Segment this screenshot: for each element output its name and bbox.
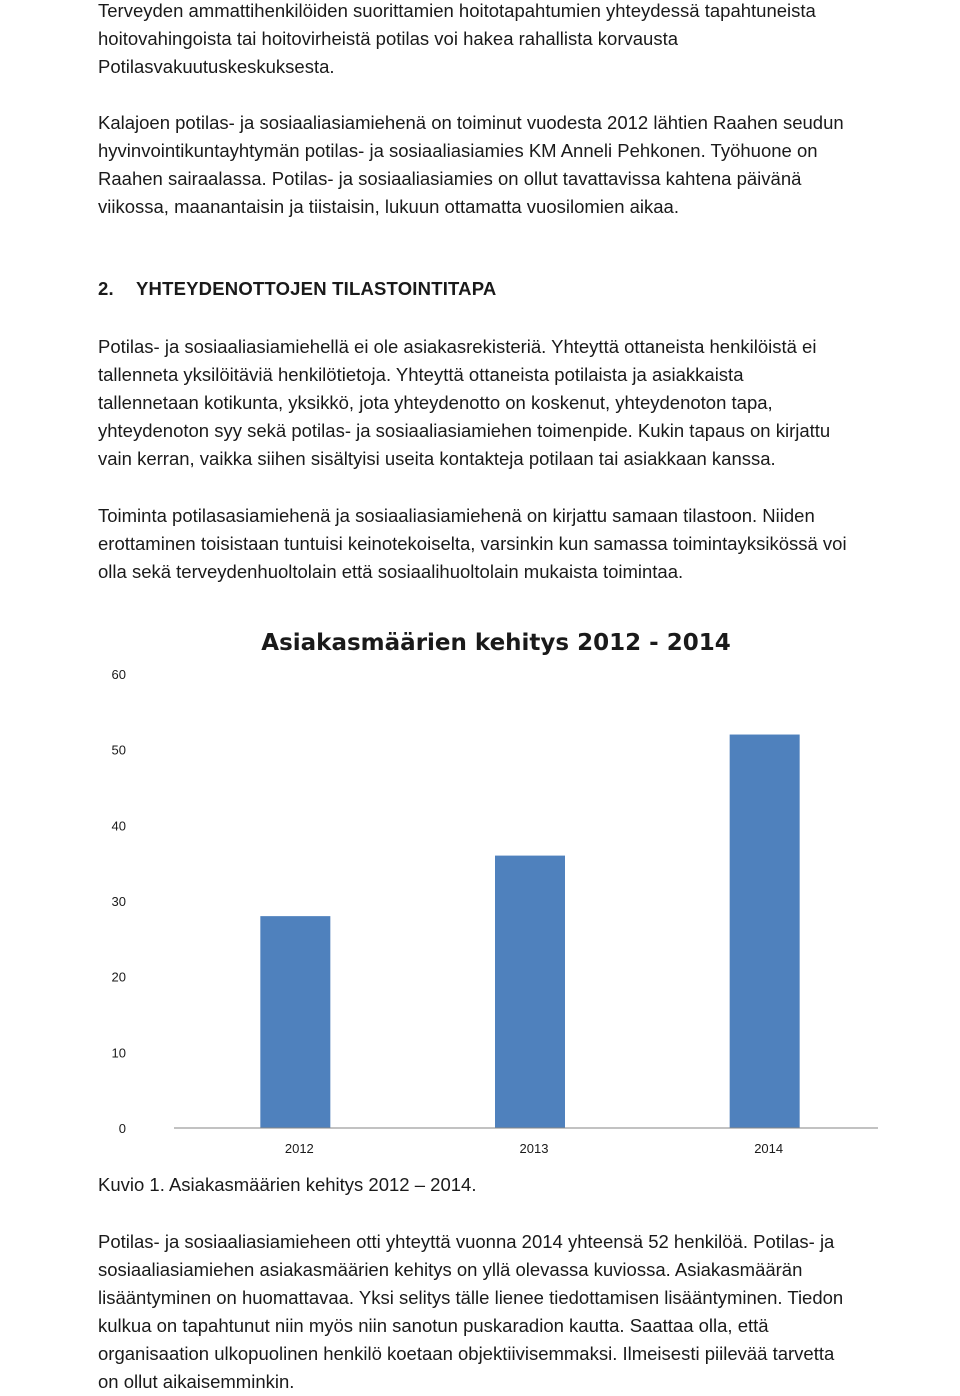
- chart-title: Asiakasmäärien kehitys 2012 - 2014: [261, 630, 731, 656]
- bar-2014: [730, 735, 800, 1128]
- paragraph-line: Terveyden ammattihenkilöiden suorittamien hoitotapahtumien yhteydessä tapahtuneista: [98, 0, 816, 21]
- paragraph-line: olla sekä terveydenhuoltolain että sosiaalihuoltolain mukaista toimintaa.: [98, 561, 684, 582]
- paragraph-line: Toiminta potilasasiamiehenä ja sosiaaliasiamiehenä on kirjattu samaan tilastoon. Niiden: [98, 505, 815, 526]
- paragraph-line: on ollut aikaisemminkin.: [98, 1371, 295, 1392]
- y-tick-label: 60: [111, 667, 126, 682]
- paragraph-line: organisaation ulkopuolinen henkilö koetaan objektiivisemmaksi. Ilmeisesti piilevää tarvetta: [98, 1343, 835, 1364]
- y-tick-label: 40: [111, 818, 126, 834]
- y-tick-label: 20: [111, 969, 126, 985]
- paragraph-line: tallennetaan kotikunta, yksikkö, jota yhteydenotto on koskenut, yhteydenoton tapa,: [98, 392, 773, 413]
- y-tick-label: 0: [118, 1121, 126, 1136]
- paragraph-line: Raahen sairaalassa. Potilas- ja sosiaaliasiamies on ollut tavattavissa kahtena päivänä: [98, 168, 802, 189]
- y-tick-label: 10: [111, 1045, 126, 1061]
- x-tick-label: 2012: [284, 1141, 314, 1156]
- y-tick-label: 30: [111, 894, 126, 909]
- paragraph-line: hyvinvointikuntayhtymän potilas- ja sosiaaliasiamies KM Anneli Pehkonen. Työhuone on: [98, 140, 818, 161]
- paragraph-line: hoitovahingoista tai hoitovirheistä potilas voi hakea rahallista korvausta: [98, 28, 679, 49]
- bar-2013: [495, 856, 565, 1128]
- section-title: YHTEYDENOTTOJEN TILASTOINTITAPA: [136, 278, 497, 299]
- paragraph-line: Potilas- ja sosiaaliasiamieheen otti yhteyttä vuonna 2014 yhteensä 52 henkilöä. Potilas- ja: [98, 1231, 835, 1252]
- paragraph-line: Potilas- ja sosiaaliasiamiehellä ei ole asiakasrekisteriä. Yhteyttä ottaneista henkilöistä ei: [98, 336, 817, 357]
- bar-2012: [260, 916, 330, 1128]
- paragraph-line: sosiaaliasiamiehen asiakasmäärien kehitys on yllä olevassa kuviossa. Asiakasmäärän: [98, 1259, 803, 1280]
- paragraph-line: Kalajoen potilas- ja sosiaaliasiamiehenä on toiminut vuodesta 2012 lähtien Raahen seudun: [98, 112, 844, 133]
- paragraph-line: tallenneta yksilöitäviä henkilötietoja. Yhteyttä ottaneista potilaista ja asiakkaista: [98, 364, 744, 385]
- paragraph-line: lisääntyminen on huomattavaa. Yksi selitys tälle lienee tiedottamisen lisääntyminen. Tiedon: [98, 1287, 844, 1308]
- paragraph-line: vain kerran, vaikka siihen sisältyisi useita kontakteja potilaan tai asiakkaan kanssa.: [98, 448, 776, 469]
- section-number: 2.: [98, 278, 114, 299]
- paragraph-line: Potilasvakuutuskeskuksesta.: [98, 56, 335, 77]
- x-tick-label: 2014: [754, 1141, 784, 1156]
- paragraph-line: erottaminen toisistaan tuntuisi keinotekoiselta, varsinkin kun samassa toimintayksikössä voi: [98, 533, 847, 554]
- y-tick-label: 50: [111, 742, 126, 758]
- x-tick-label: 2013: [519, 1141, 549, 1156]
- figure-caption: Kuvio 1. Asiakasmäärien kehitys 2012 – 2014.: [98, 1174, 477, 1195]
- bars: [260, 735, 799, 1128]
- x-axis-ticks: [285, 1141, 783, 1156]
- paragraph-line: kulkua on tapahtunut niin myös niin sanotun puskaradion kautta. Saattaa olla, että: [98, 1315, 769, 1336]
- paragraph-line: yhteydenoton syy sekä potilas- ja sosiaaliasiamiehen toimenpide. Kukin tapaus on kirjattu: [98, 420, 831, 441]
- paragraph-line: viikossa, maanantaisin ja tiistaisin, lukuun ottamatta vuosilomien aikaa.: [98, 196, 679, 217]
- y-axis-ticks: [112, 667, 126, 1136]
